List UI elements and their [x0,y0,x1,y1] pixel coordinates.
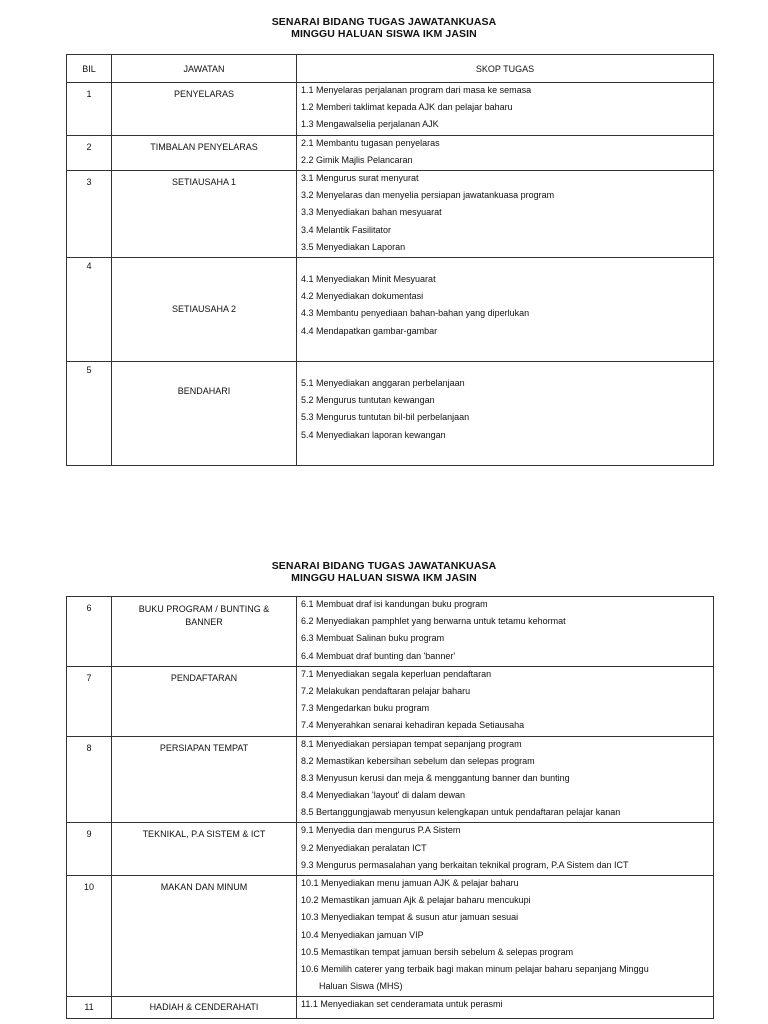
committee-table-2 [66,596,714,1019]
row-jawatan: PENDAFTARAN [112,666,297,736]
header-bil: BIL [67,55,112,83]
row-bil: 2 [67,135,112,170]
row-tasks [297,135,714,170]
row-bil: 8 [67,736,112,823]
task-item: 10.5 Memastikan tempat jamuan bersih sebelum & selepas program [301,946,574,957]
table-row [67,876,714,997]
page2-title [0,560,768,584]
row-jawatan-line1: BUKU PROGRAM / BUNTING & [138,604,270,614]
row-bil: 1 [67,83,112,136]
row-tasks [297,666,714,736]
task-item: 3.4 Melantik Fasilitator [301,224,392,235]
row-bil: 3 [67,170,112,257]
page1-title-line1: SENARAI BIDANG TUGAS JAWATANKUASA [271,16,497,28]
table-row [67,597,714,667]
row-bil: 5 [67,361,112,465]
task-item: 9.1 Menyedia dan mengurus P.A Sistem [301,825,461,836]
page2-title-line2: MINGGU HALUAN SISWA IKM JASIN [291,572,477,584]
row-tasks [297,876,714,997]
table-row [67,361,714,465]
row-tasks [297,83,714,136]
row-jawatan: TIMBALAN PENYELARAS [112,135,297,170]
header-skop-tugas: SKOP TUGAS [297,55,714,83]
task-item: 1.1 Menyelaras perjalanan program dari masa ke semasa [301,85,532,95]
row-jawatan-line2: BANNER [185,617,223,627]
task-item: 7.3 Mengedarkan buku program [301,703,430,714]
row-tasks [297,597,714,667]
row-bil: 11 [67,997,112,1019]
task-item: 10.2 Memastikan jamuan Ajk & pelajar baharu mencukupi [301,895,531,906]
task-item: 8.4 Menyediakan 'layout' di dalam dewan [301,790,466,801]
task-item: 4.3 Membantu penyediaan bahan-bahan yang diperlukan [301,308,530,319]
row-tasks [297,257,714,361]
row-jawatan: TEKNIKAL, P.A SISTEM & ICT [112,823,297,876]
row-tasks [297,823,714,876]
task-item: 3.5 Menyediakan Laporan [301,241,406,252]
task-item: 5.1 Menyediakan anggaran perbelanjaan [301,377,465,388]
task-item: 6.1 Membuat draf isi kandungan buku program [301,599,488,609]
task-item: 2.2 Gimik Majlis Pelancaran [301,154,413,165]
row-bil: 4 [67,257,112,361]
task-item: 8.1 Menyediakan persiapan tempat sepanjang program [301,738,522,749]
row-tasks [297,997,714,1019]
table-header-row [67,55,714,83]
header-jawatan: JAWATAN [112,55,297,83]
table-row [67,170,714,257]
task-item: 3.1 Mengurus surat menyurat [301,172,419,183]
task-item: 9.3 Mengurus permasalahan yang berkaitan teknikal program, P.A Sistem dan ICT [301,859,629,870]
task-item: 5.4 Menyediakan laporan kewangan [301,429,446,440]
table-row [67,666,714,736]
task-item: 4.1 Menyediakan Minit Mesyuarat [301,273,436,284]
row-jawatan [112,597,297,667]
task-item: 10.6 Memilih caterer yang terbaik bagi makan minum pelajar baharu sepanjang Minggu [301,963,649,974]
row-bil: 9 [67,823,112,876]
table-row [67,83,714,136]
page1-title-line2: MINGGU HALUAN SISWA IKM JASIN [291,28,477,40]
table-row [67,997,714,1019]
task-item: 8.3 Menyusun kerusi dan meja & menggantung banner dan bunting [301,772,570,783]
committee-table-1 [66,54,714,466]
task-item: 8.2 Memastikan kebersihan sebelum dan selepas program [301,755,535,766]
task-item: 8.5 Bertanggungjawab menyusun kelengkapan untuk pendaftaran pelajar kanan [301,807,621,818]
table-row [67,135,714,170]
task-item: 1.2 Memberi taklimat kepada AJK dan pelajar baharu [301,102,513,113]
table-row [67,257,714,361]
row-jawatan: MAKAN DAN MINUM [112,876,297,997]
task-item: 4.2 Menyediakan dokumentasi [301,291,424,302]
row-bil: 7 [67,666,112,736]
task-item: 10.4 Menyediakan jamuan VIP [301,929,424,940]
task-item: 7.1 Menyediakan segala keperluan pendaftaran [301,668,492,679]
task-item: 5.2 Mengurus tuntutan kewangan [301,395,435,406]
task-item: 2.1 Membantu tugasan penyelaras [301,137,440,148]
task-item: 6.4 Membuat draf bunting dan 'banner' [301,650,456,661]
row-tasks [297,736,714,823]
page2-title-line1: SENARAI BIDANG TUGAS JAWATANKUASA [271,560,497,572]
task-item-continuation: Haluan Siswa (MHS) [319,981,403,992]
task-item: 10.3 Menyediakan tempat & susun atur jamuan sesuai [301,912,519,923]
row-jawatan: SETIAUSAHA 2 [112,257,297,361]
task-item: 3.3 Menyediakan bahan mesyuarat [301,207,442,218]
task-item: 3.2 Menyelaras dan menyelia persiapan jawatankuasa program [301,190,555,201]
task-item: 6.2 Menyediakan pamphlet yang berwarna untuk tetamu kehormat [301,616,566,627]
row-jawatan: SETIAUSAHA 1 [112,170,297,257]
task-item: 1.3 Mengawalselia perjalanan AJK [301,119,439,130]
table-row [67,823,714,876]
row-jawatan: PERSIAPAN TEMPAT [112,736,297,823]
task-item: 4.4 Mendapatkan gambar-gambar [301,325,438,336]
task-item: 10.1 Menyediakan menu jamuan AJK & pelajar baharu [301,878,519,888]
row-tasks [297,361,714,465]
task-item: 11.1 Menyediakan set cenderamata untuk perasmi [301,999,503,1010]
task-item: 7.4 Menyerahkan senarai kehadiran kepada Setiausaha [301,720,525,731]
row-jawatan: PENYELARAS [112,83,297,136]
row-bil: 10 [67,876,112,997]
task-item: 6.3 Membuat Salinan buku program [301,633,445,644]
page1-title [0,16,768,40]
task-item: 7.2 Melakukan pendaftaran pelajar baharu [301,685,471,696]
table-row [67,736,714,823]
task-item: 5.3 Mengurus tuntutan bil-bil perbelanjaan [301,412,470,423]
row-jawatan: BENDAHARI [112,361,297,465]
task-item: 9.2 Menyediakan peralatan ICT [301,842,427,853]
row-tasks [297,170,714,257]
row-jawatan: HADIAH & CENDERAHATI [112,997,297,1019]
row-bil: 6 [67,597,112,667]
